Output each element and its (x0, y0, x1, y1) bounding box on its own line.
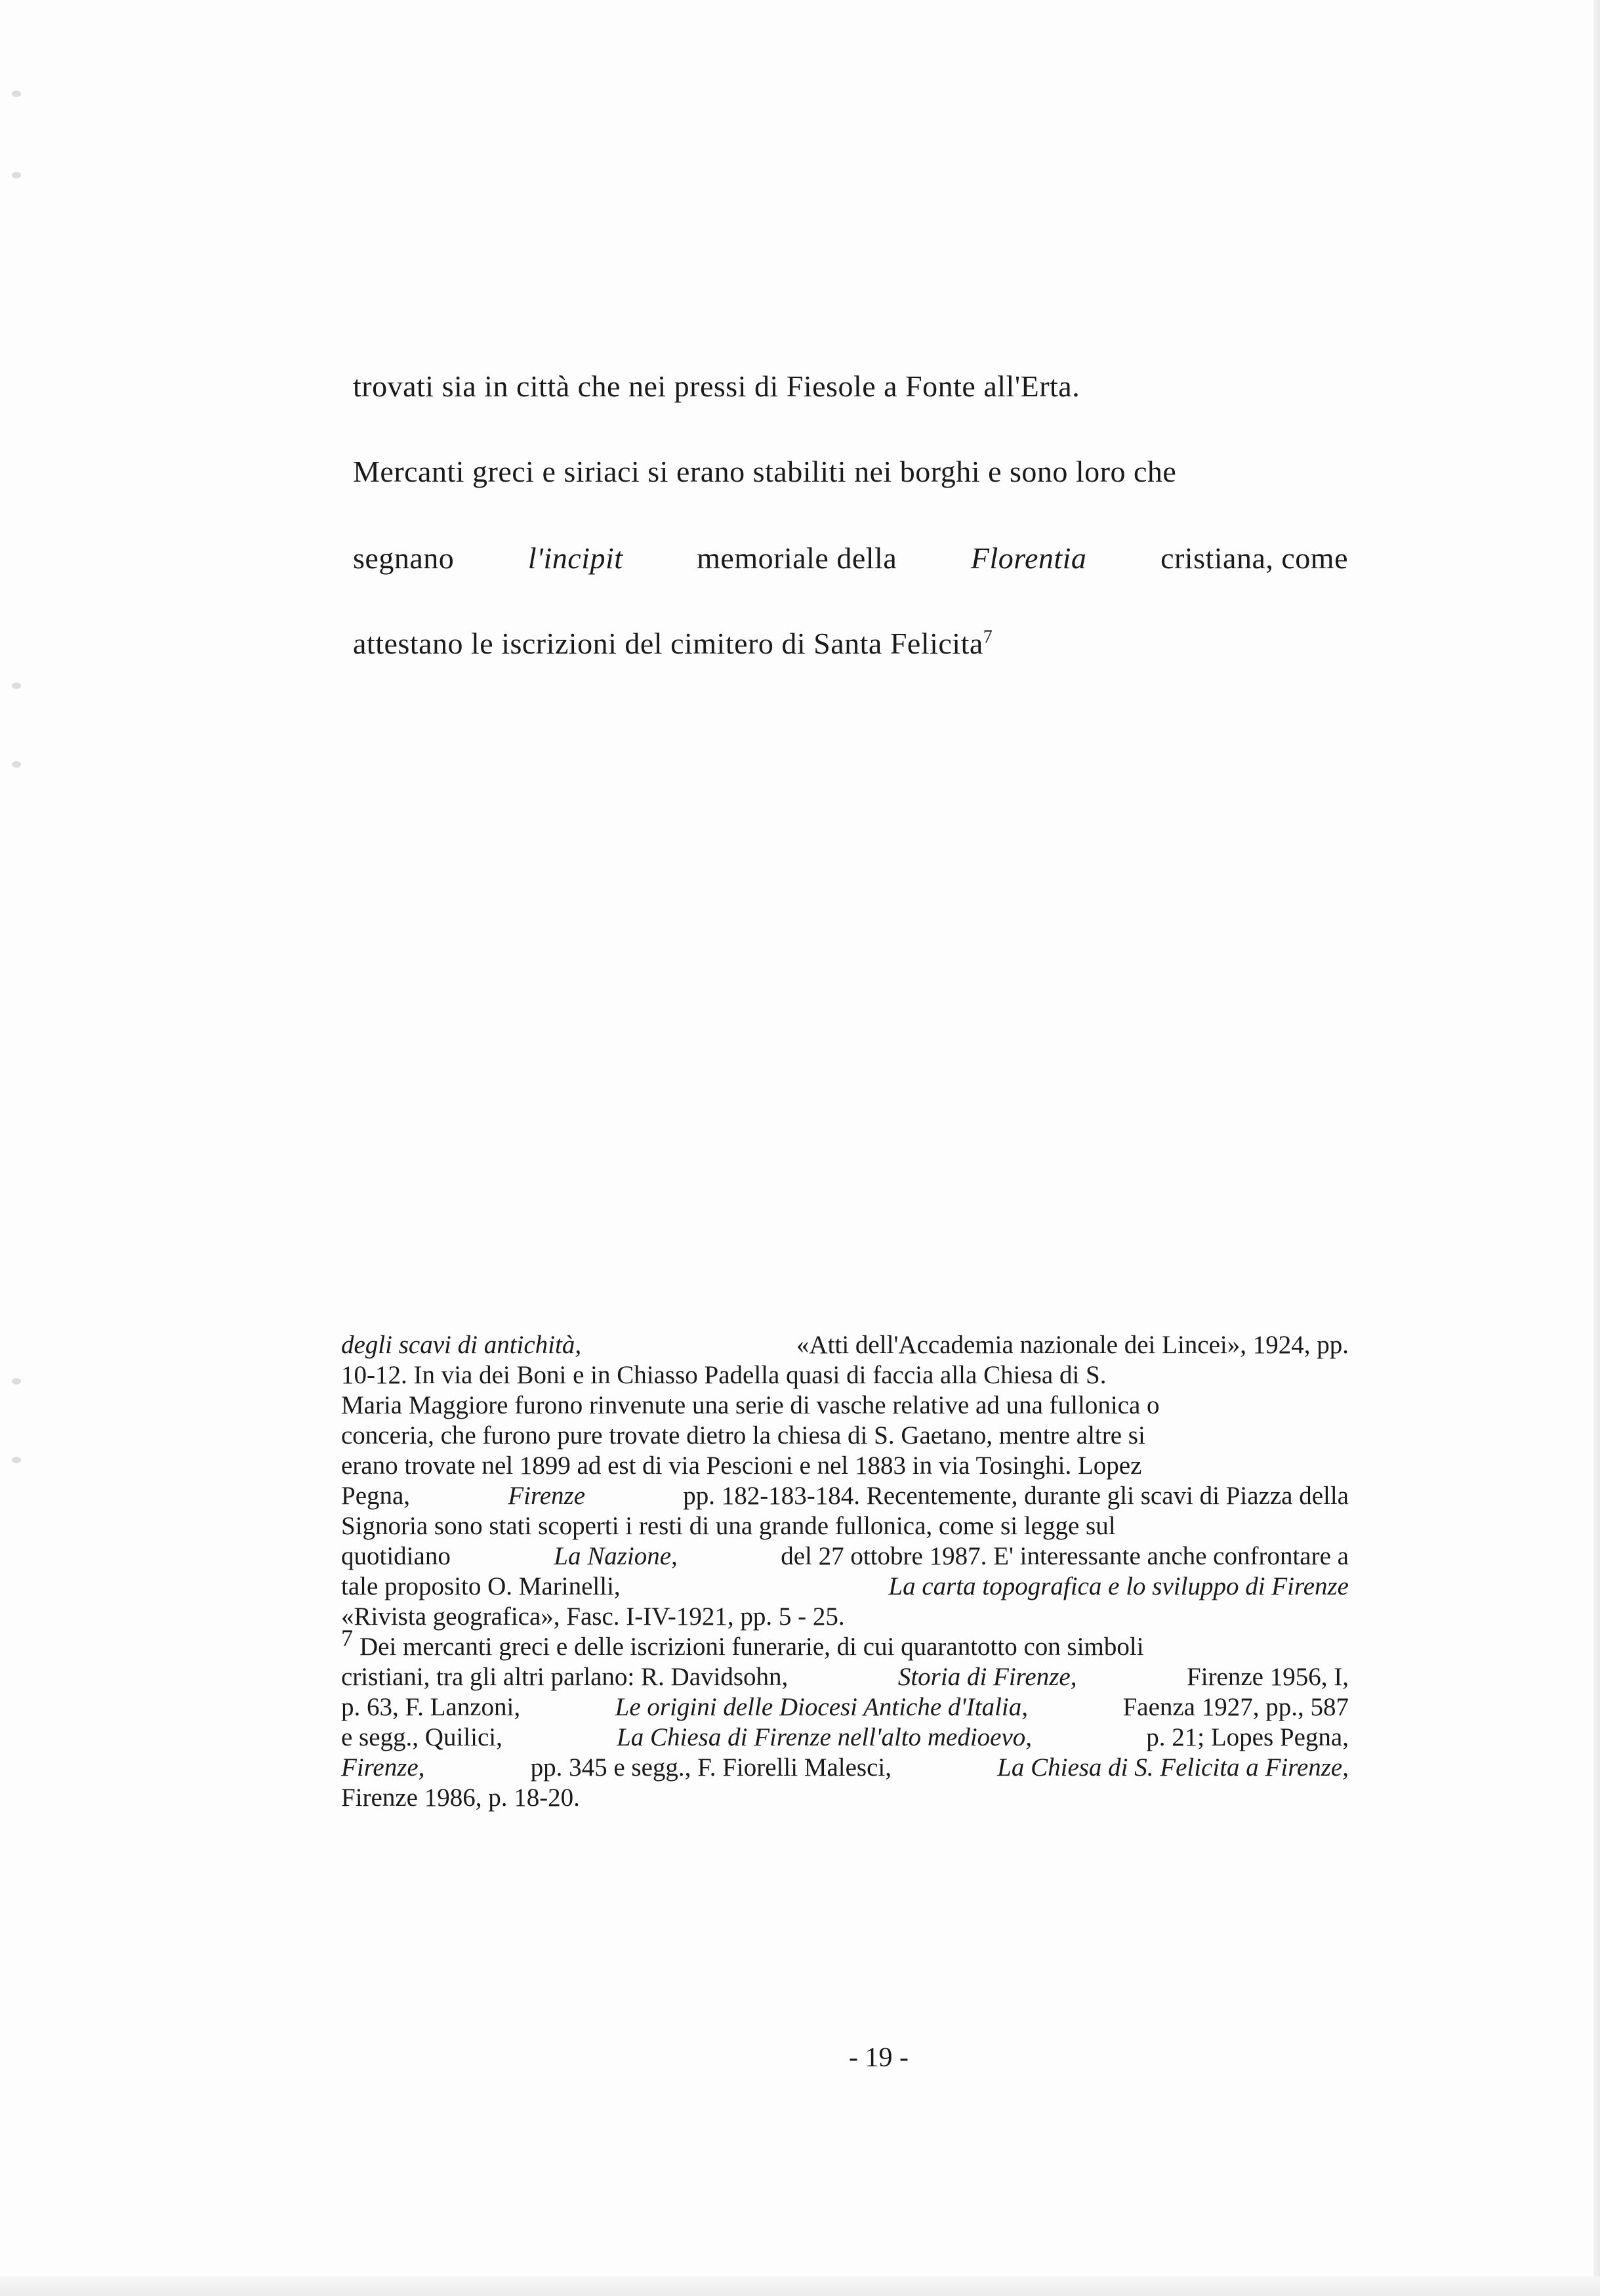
footnote-line: cristiani, tra gli altri parlano: R. Davidsohn, Storia di Firenze, Firenze 1956, I, (341, 1663, 1349, 1691)
footnote-line: 10-12. In via dei Boni e in Chiasso Padella quasi di faccia alla Chiesa di S. (341, 1361, 1107, 1389)
footnote-line: Maria Maggiore furono rinvenute una serie di vasche relative ad una fullonica o (341, 1391, 1160, 1419)
footnote-line: conceria, che furono pure trovate dietro la chiesa di S. Gaetano, mentre altre si (341, 1421, 1145, 1450)
binder-hole-mark (12, 1378, 21, 1385)
footnote-line: tale proposito O. Marinelli, La carta topografica e lo sviluppo di Firenze (341, 1572, 1349, 1600)
binder-hole-mark (12, 682, 21, 689)
footnotes (341, 1330, 1349, 1813)
footnote-line: e segg., Quilici, La Chiesa di Firenze nell'alto medioevo, p. 21; Lopes Pegna, (341, 1723, 1349, 1751)
footnote-line: Firenze, pp. 345 e segg., F. Fiorelli Malesci, La Chiesa di S. Felicita a Firenze, (341, 1753, 1349, 1782)
footnote-line: erano trovate nel 1899 ad est di via Pescioni e nel 1883 in via Tosinghi. Lopez (341, 1451, 1142, 1480)
body-line-4: attestano le iscrizioni del cimitero di Santa Felicita$^7$ (353, 627, 993, 660)
footnote-line: degli scavi di antichità, «Atti dell'Accademia nazionale dei Lincei», 1924, pp. (341, 1331, 1349, 1359)
binder-hole-mark (12, 761, 21, 768)
body-line-1: trovati sia in città che nei pressi di Fiesole a Fonte all'Erta. (353, 369, 1080, 403)
body-line-2: Mercanti greci e siriaci si erano stabiliti nei borghi e sono loro che (353, 455, 1177, 488)
binder-hole-mark (12, 91, 21, 97)
footnote-7-line: 7 Dei mercanti greci e delle iscrizioni funerarie, di cui quarantotto con simboli (341, 1625, 1144, 1661)
binder-hole-mark (12, 172, 21, 178)
footnote-reference: 7 (983, 627, 993, 648)
footnote-line: Signoria sono stati scoperti i resti di una grande fullonica, come si legge sul (341, 1512, 1116, 1540)
footnote-line: quotidiano La Nazione, del 27 ottobre 1987. E' interessante anche confrontare a (341, 1542, 1349, 1570)
body-line-3: segnano l'incipit memoriale della Florentia cristiana, come (353, 541, 1348, 575)
scan-edge-right (1593, 0, 1600, 2296)
scan-edge-bottom (0, 2276, 1600, 2296)
footnote-line: p. 63, F. Lanzoni, Le origini delle Diocesi Antiche d'Italia, Faenza 1927, pp., 587 (341, 1693, 1349, 1721)
footnote-line: Pegna, Firenze pp. 182-183-184. Recentemente, durante gli scavi di Piazza della (341, 1482, 1349, 1510)
footnote-line: «Rivista geografica», Fasc. I-IV-1921, pp. 5 - 25. (341, 1602, 845, 1631)
binder-hole-mark (12, 1457, 21, 1463)
footnote-number: 7 (341, 1625, 353, 1651)
footnote-line: Firenze 1986, p. 18-20. (341, 1784, 580, 1812)
page-number: - 19 - (849, 2043, 909, 2073)
